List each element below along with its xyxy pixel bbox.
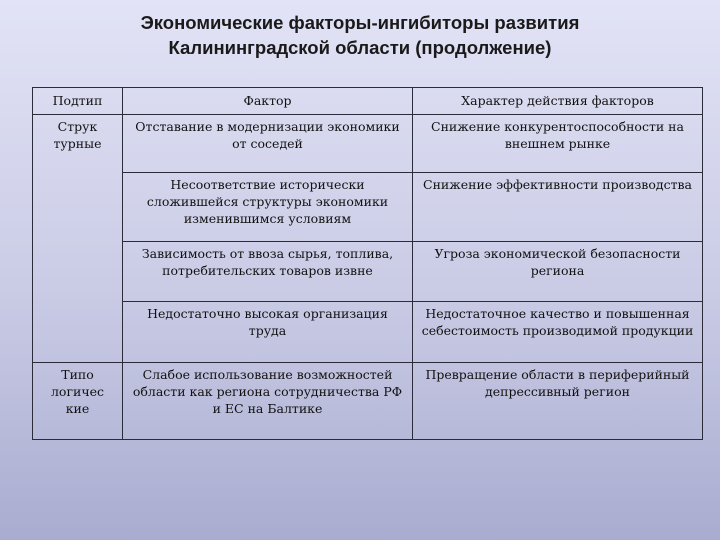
header-factor: Фактор [123, 88, 413, 115]
table-row [33, 115, 703, 173]
factor-cell: Слабое использование возможностей области как региона сотрудничества РФ и ЕС на Балтике [123, 363, 413, 440]
table-row [33, 302, 703, 363]
factor-cell: Несоответствие исторически сложившейся структуры экономики изменившимся условиям [123, 173, 413, 242]
factor-cell: Недостаточно высокая организация труда [123, 302, 413, 363]
effect-cell: Превращение области в периферийный депрессивный регион [413, 363, 703, 440]
title-line-1: Экономические факторы-ингибиторы развития [140, 12, 580, 33]
subtype-spacer [33, 242, 123, 302]
factor-cell: Зависимость от ввоза сырья, топлива, потребительских товаров извне [123, 242, 413, 302]
factors-table [32, 87, 703, 440]
table-row [33, 363, 703, 440]
table-header-row [33, 88, 703, 115]
slide-title [60, 10, 660, 60]
effect-cell: Снижение конкурентоспособности на внешнем рынке [413, 115, 703, 173]
header-subtype: Подтип [33, 88, 123, 115]
effect-cell: Недостаточное качество и повышенная себестоимость производимой продукции [413, 302, 703, 363]
effect-cell: Угроза экономической безопасности региона [413, 242, 703, 302]
header-effect: Характер действия факторов [413, 88, 703, 115]
title-line-2: Калининградской области (продолжение) [168, 37, 552, 58]
subtype-typological: Типо логичес кие [33, 363, 123, 440]
subtype-structural: Струк турные [33, 115, 123, 173]
subtype-spacer [33, 173, 123, 242]
effect-cell: Снижение эффективности производства [413, 173, 703, 242]
table-row [33, 173, 703, 242]
factor-cell: Отставание в модернизации экономики от соседей [123, 115, 413, 173]
subtype-spacer [33, 302, 123, 363]
table-row [33, 242, 703, 302]
